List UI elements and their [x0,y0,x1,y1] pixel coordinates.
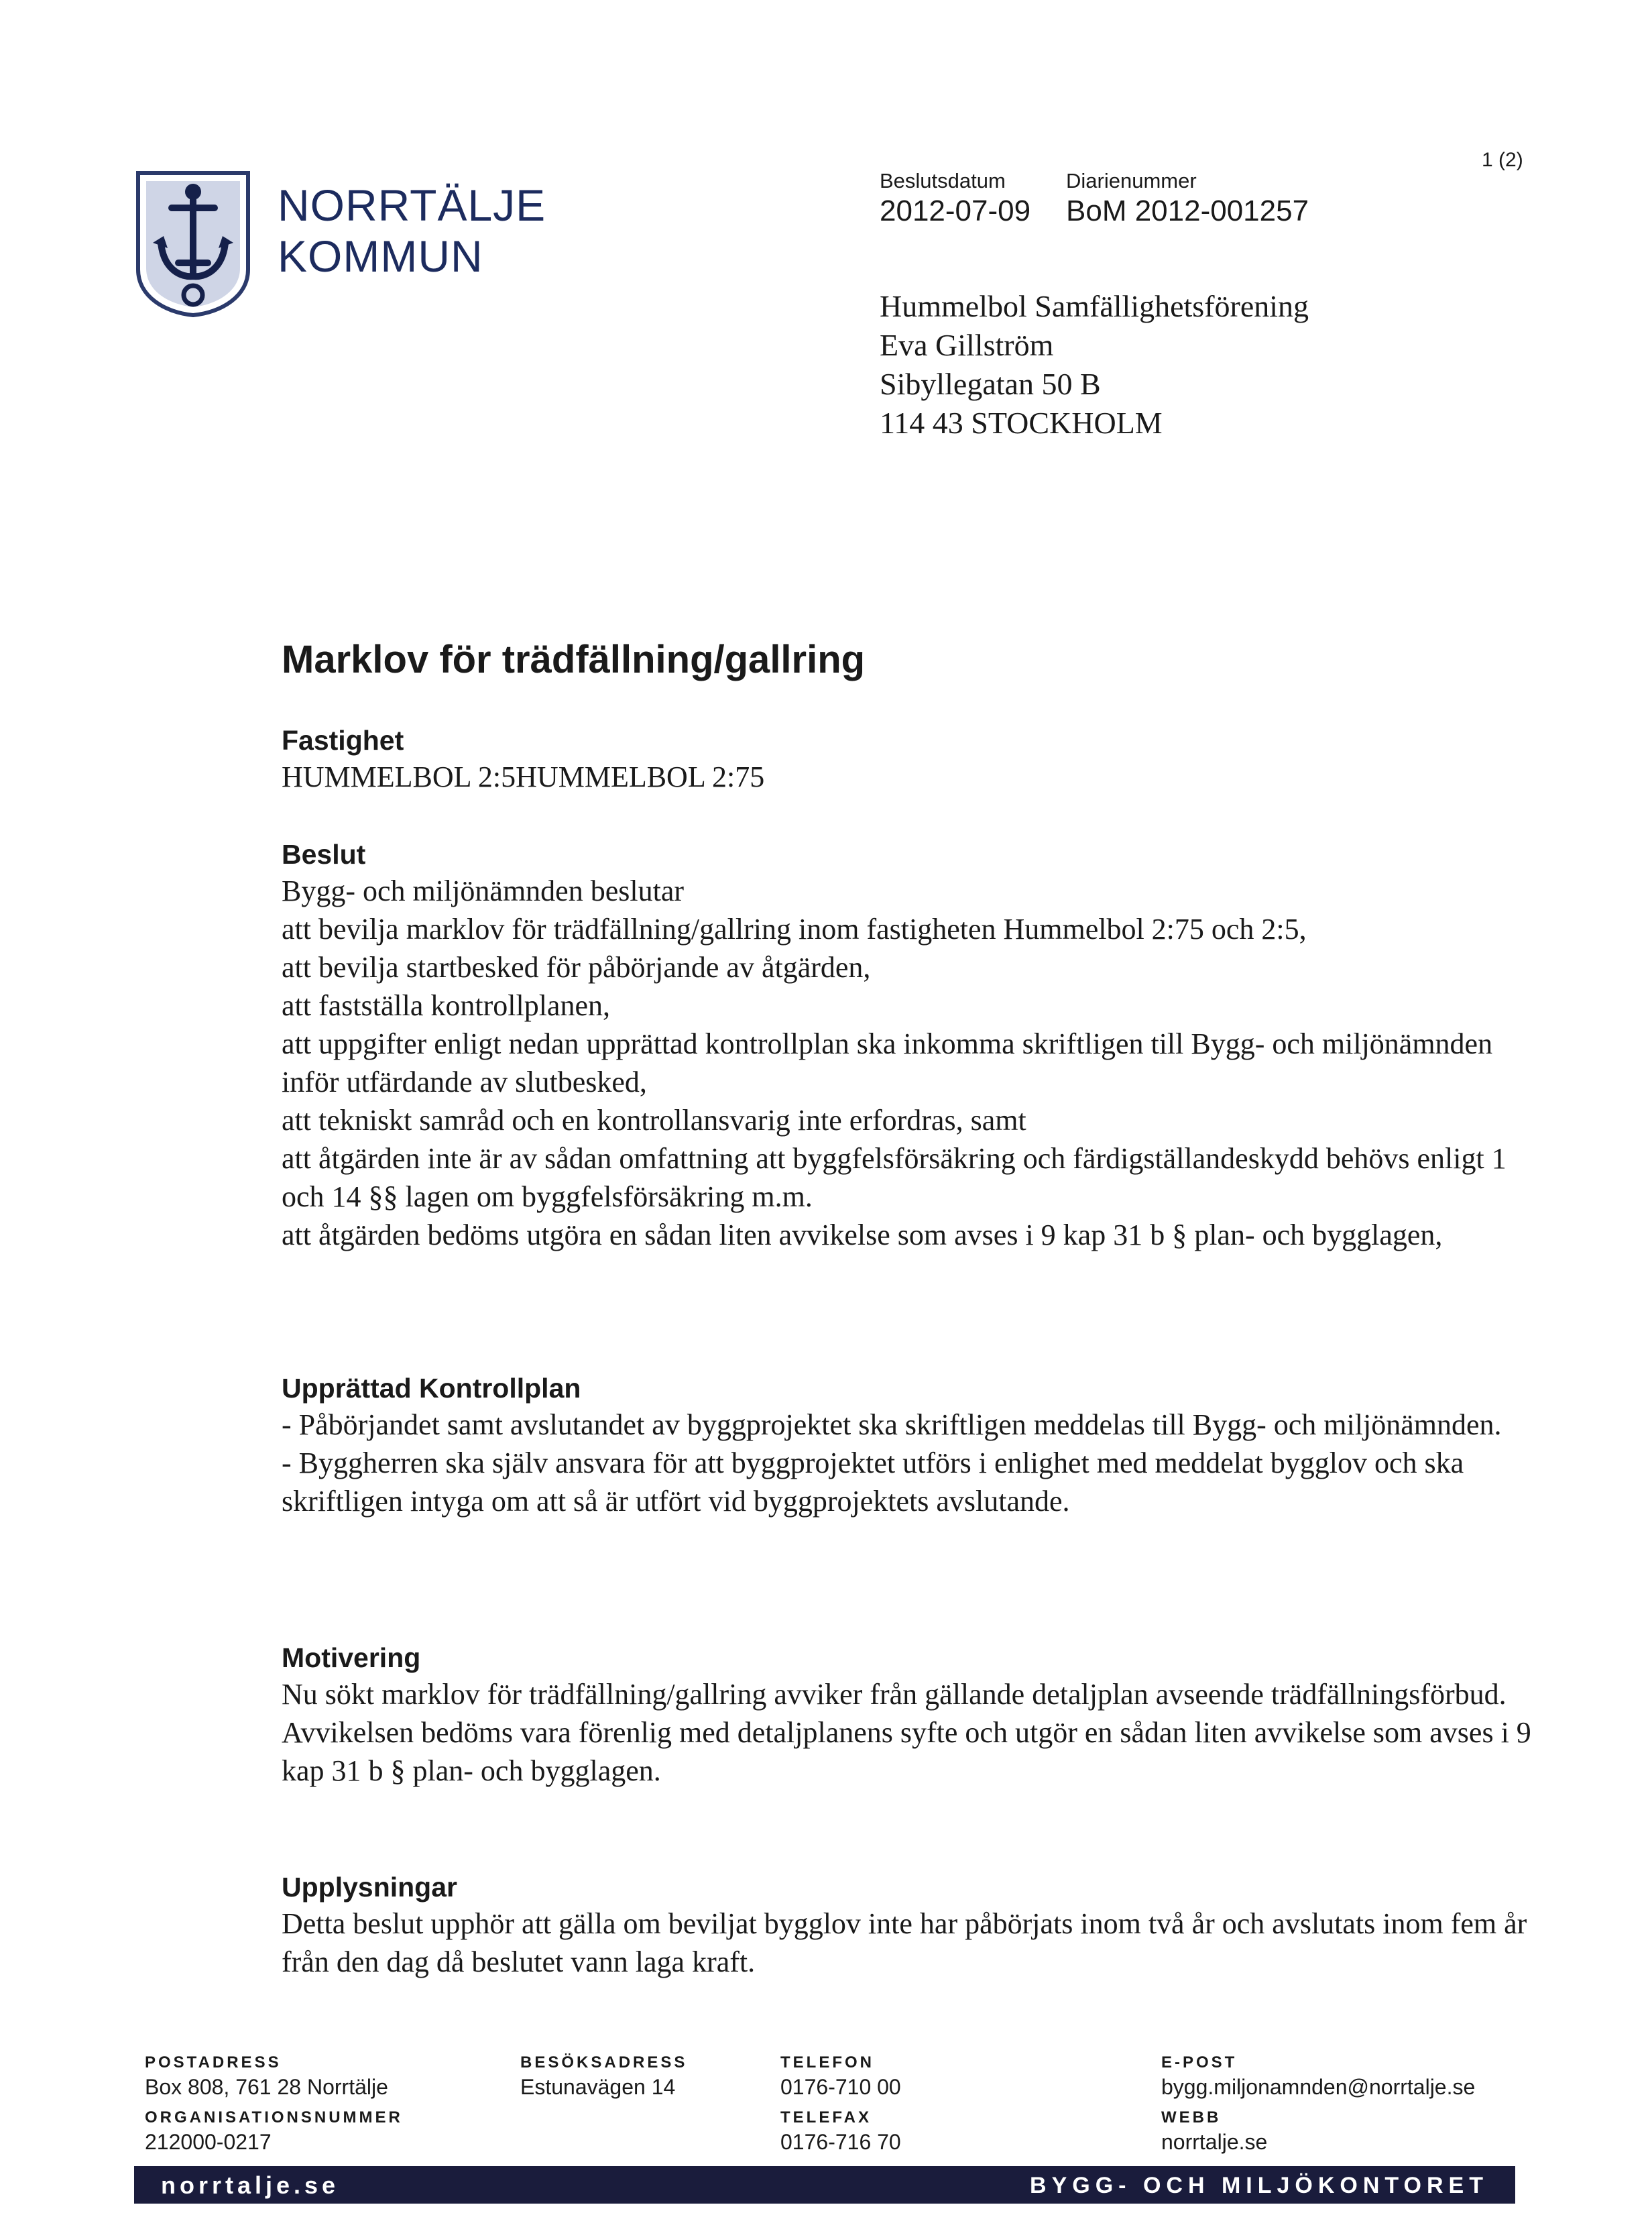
decision-date-label: Beslutsdatum [880,169,1006,192]
org-number-value: 212000-0217 [145,2130,272,2154]
postal-address-label: POSTADRESS [145,2053,282,2072]
organization-name-line2: KOMMUN [278,231,483,281]
fax-label: TELEFAX [780,2108,872,2126]
decision-line: att tekniskt samråd och en kontrollansvarig inte erfordras, samt [282,1104,1026,1137]
section-heading: Upplysningar [282,1872,457,1903]
decision-line: att uppgifter enligt nedan upprättad kontrollplan ska inkomma skriftligen till Bygg- och miljönämnden inför utfärdande av slutbesked, [282,1027,1493,1098]
section-kontrollplan [282,1371,1555,1520]
property-designation: HUMMELBOL 2:5HUMMELBOL 2:75 [282,760,765,793]
decision-line: att fastställa kontrollplanen, [282,989,610,1022]
section-upplysningar [282,1870,1555,1981]
section-heading: Upprättad Kontrollplan [282,1373,581,1404]
visiting-address-label: BESÖKSADRESS [520,2053,688,2072]
decision-line: att åtgärden bedöms utgöra en sådan liten avvikelse som avses i 9 kap 31 b § plan- och bygglagen, [282,1218,1443,1251]
footer-department: BYGG- OCH MILJÖKONTORET [1030,2173,1488,2198]
footer-website: norrtalje.se [161,2171,340,2199]
email-link[interactable]: bygg.miljonamnden@norrtalje.se [1161,2075,1476,2099]
page-number: 1 (2) [1482,149,1523,171]
email-label: E-POST [1161,2053,1238,2072]
organization-name-line1: NORRTÄLJE [278,180,546,230]
recipient-line: Hummelbol Samfällighetsförening [880,289,1309,323]
section-heading: Fastighet [282,725,404,756]
document-title: Marklov för trädfällning/gallring [282,638,866,681]
fax-value: 0176-716 70 [780,2130,901,2154]
footer-bar [134,2166,1515,2204]
control-plan-item: - Byggherren ska själv ansvara för att byggprojektet utförs i enlighet med meddelat bygglov och ska skriftligen intyga om att så är utfört vid byggprojektets avslutande. [282,1446,1464,1518]
org-number-label: ORGANISATIONSNUMMER [145,2108,403,2126]
postal-address-value: Box 808, 761 28 Norrtälje [145,2075,388,2099]
reference-number-label: Diarienummer [1066,169,1197,192]
section-fastighet [282,723,1555,796]
decision-line: att bevilja startbesked för påbörjande av åtgärden, [282,951,871,984]
decision-line: att åtgärden inte är av sådan omfattning att byggfelsförsäkring och färdigställandeskydd behövs enligt 1 och 14 §§ lagen om byggfelsförsäkring m.m. [282,1142,1507,1213]
section-heading: Motivering [282,1642,421,1673]
phone-label: TELEFON [780,2053,874,2072]
section-motivering [282,1640,1555,1790]
section-beslut [282,837,1555,1254]
decision-date-value: 2012-07-09 [880,194,1031,227]
information-text: Detta beslut upphör att gälla om beviljat bygglov inte har påbörjats inom två år och avslutats inom fem år från den dag då beslutet vann laga kraft. [282,1907,1527,1978]
recipient-address [880,287,1309,443]
recipient-line: 114 43 STOCKHOLM [880,406,1163,440]
recipient-line: Eva Gillström [880,328,1054,362]
recipient-line: Sibyllegatan 50 B [880,367,1101,401]
phone-value: 0176-710 00 [780,2075,901,2099]
control-plan-item: - Påbörjandet samt avslutandet av byggprojektet ska skriftligen meddelas till Bygg- och miljönämnden. [282,1408,1502,1441]
website-label: WEBB [1161,2108,1222,2126]
decision-line: Bygg- och miljönämnden beslutar [282,874,684,907]
anchor-shield-icon [134,169,252,318]
reference-number-value: BoM 2012-001257 [1066,194,1309,227]
section-heading: Beslut [282,839,366,870]
decision-line: att bevilja marklov för trädfällning/gallring inom fastigheten Hummelbol 2:75 och 2:5, [282,913,1307,946]
organization-name [278,180,546,282]
visiting-address-value: Estunavägen 14 [520,2075,676,2099]
website-link[interactable]: norrtalje.se [1161,2130,1268,2154]
motivation-text: Nu sökt marklov för trädfällning/gallring avviker från gällande detaljplan avseende trädfällningsförbud. Avvikelsen bedöms vara förenlig med detaljplanens syfte och utgör en sådan liten avvikelse som avses i 9 kap 31 b § plan- och bygglagen. [282,1678,1531,1787]
